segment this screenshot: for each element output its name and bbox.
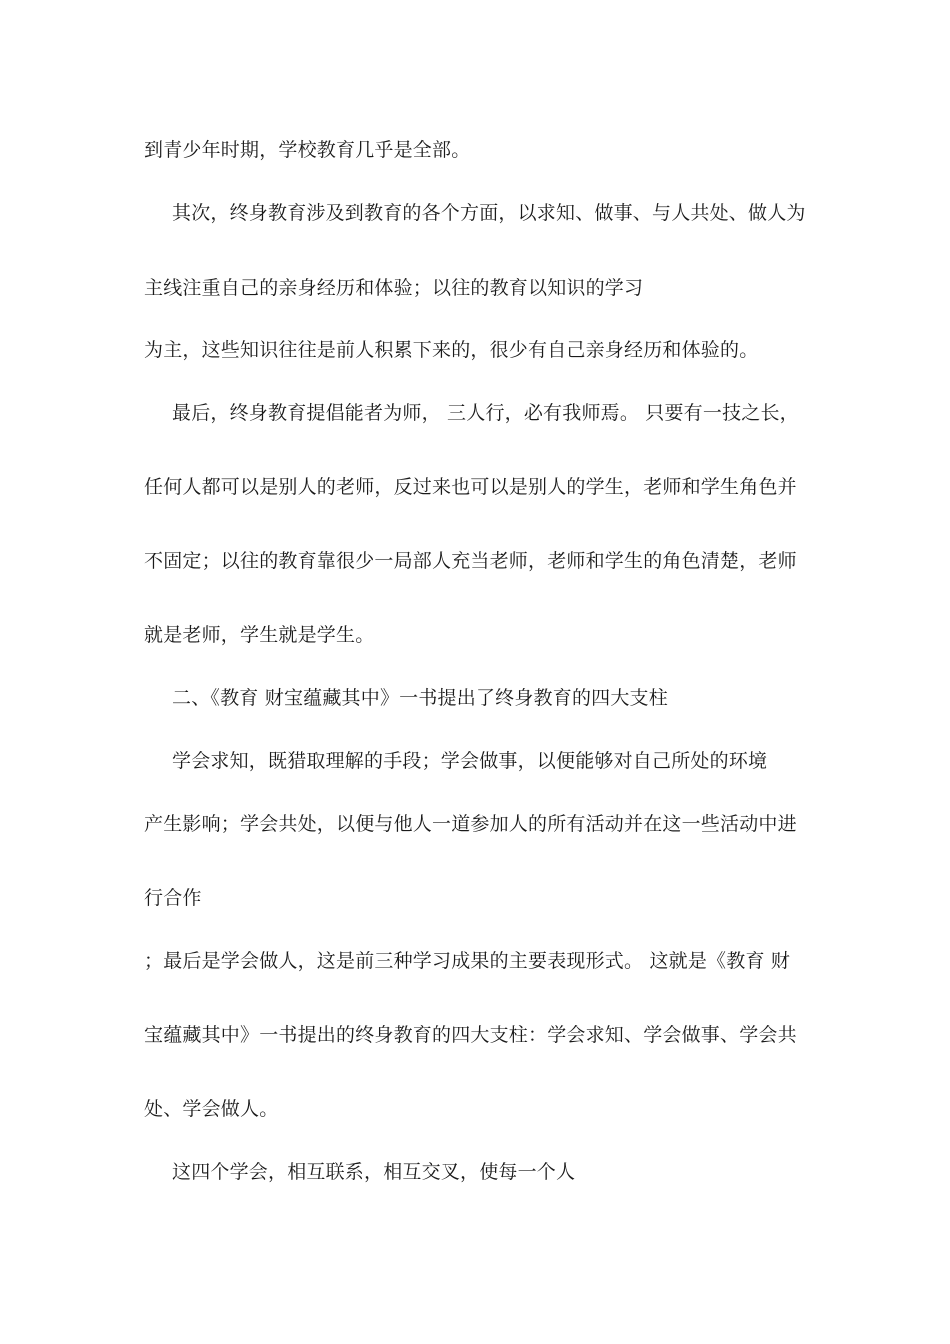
text-line: 主线注重自己的亲身经历和体验；以往的教育以知识的学习 (144, 277, 644, 299)
paragraph-start-line: 学会求知，既猎取理解的手段；学会做事，以便能够对自己所处的环境 (172, 750, 768, 772)
text-line: 宝蕴藏其中》一书提出的终身教育的四大支柱：学会求知、学会做事、学会共 (144, 1024, 797, 1046)
text-line: 产生影响；学会共处，以便与他人一道参加人的所有活动并在这一些活动中进 (144, 813, 797, 835)
paragraph-start-line: 最后，终身教育提倡能者为师， 三人行，必有我师焉。 只要有一技之长， (172, 402, 799, 424)
text-line: 到青少年时期，学校教育几乎是全部。 (144, 139, 471, 161)
text-line: 行合作 (144, 887, 202, 909)
paragraph-start-line: 这四个学会，相互联系，相互交叉，使每一个人 (172, 1161, 576, 1183)
paragraph-start-line: 其次，终身教育涉及到教育的各个方面，以求知、做事、与人共处、做人为 (172, 202, 806, 224)
text-line: ；最后是学会做人，这是前三种学习成果的主要表现形式。 这就是《教育 财 (144, 950, 791, 972)
text-line: 处、学会做人。 (144, 1098, 279, 1120)
section-heading: 二、《教育 财宝蕴藏其中》一书提出了终身教育的四大支柱 (172, 687, 668, 709)
text-line: 不固定；以往的教育靠很少一局部人充当老师，老师和学生的角色清楚，老师 (144, 550, 797, 572)
text-line: 任何人都可以是别人的老师，反过来也可以是别人的学生，老师和学生角色并 (144, 476, 797, 498)
text-line: 就是老师，学生就是学生。 (144, 624, 375, 646)
text-line: 为主，这些知识往往是前人积累下来的，很少有自己亲身经历和体验的。 (144, 339, 759, 361)
